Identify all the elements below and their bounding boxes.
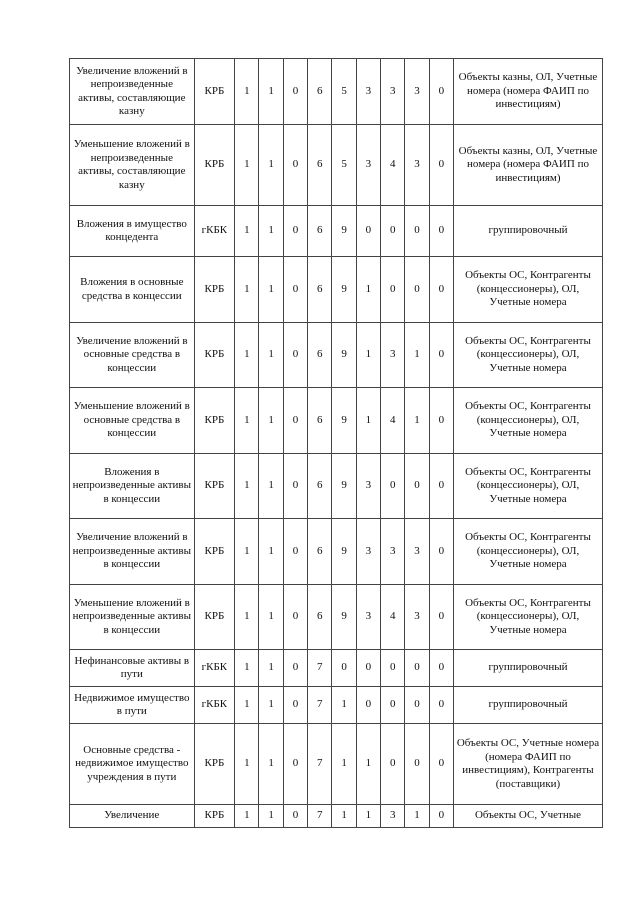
code-digit: 9 bbox=[332, 519, 356, 585]
code-digit: 0 bbox=[283, 125, 307, 206]
code-digit: 1 bbox=[235, 454, 259, 519]
code-digit: 3 bbox=[356, 59, 380, 125]
code-digit: 1 bbox=[259, 687, 283, 724]
account-type: гКБК bbox=[194, 650, 235, 687]
code-digit: 1 bbox=[235, 388, 259, 454]
code-digit: 9 bbox=[332, 206, 356, 257]
code-digit: 3 bbox=[405, 125, 429, 206]
code-digit: 0 bbox=[381, 650, 405, 687]
code-digit: 6 bbox=[308, 125, 332, 206]
account-name: Вложения в основные средства в концессии bbox=[70, 257, 195, 323]
code-digit: 6 bbox=[308, 323, 332, 388]
code-digit: 0 bbox=[283, 323, 307, 388]
code-digit: 0 bbox=[429, 388, 453, 454]
code-digit: 1 bbox=[356, 323, 380, 388]
account-name: Нефинансовые активы в пути bbox=[70, 650, 195, 687]
code-digit: 1 bbox=[235, 519, 259, 585]
analytics: Объекты ОС, Учетные номера (номера ФАИП по инвестициям), Контрагенты (поставщики) bbox=[453, 724, 602, 805]
code-digit: 0 bbox=[381, 454, 405, 519]
account-type: КРБ bbox=[194, 125, 235, 206]
account-type: КРБ bbox=[194, 585, 235, 650]
table-row bbox=[70, 388, 603, 454]
code-digit: 0 bbox=[405, 206, 429, 257]
code-digit: 1 bbox=[235, 59, 259, 125]
table-row bbox=[70, 805, 603, 828]
code-digit: 4 bbox=[381, 585, 405, 650]
code-digit: 1 bbox=[259, 805, 283, 828]
code-digit: 1 bbox=[235, 257, 259, 323]
code-digit: 1 bbox=[235, 724, 259, 805]
code-digit: 3 bbox=[356, 585, 380, 650]
code-digit: 3 bbox=[381, 805, 405, 828]
account-name: Увеличение вложений в непроизведенные активы в концессии bbox=[70, 519, 195, 585]
code-digit: 0 bbox=[429, 585, 453, 650]
analytics: Объекты казны, ОЛ, Учетные номера (номера ФАИП по инвестициям) bbox=[453, 59, 602, 125]
code-digit: 1 bbox=[332, 687, 356, 724]
code-digit: 0 bbox=[429, 805, 453, 828]
account-name: Увеличение вложений в непроизведенные активы, составляющие казну bbox=[70, 59, 195, 125]
code-digit: 0 bbox=[283, 454, 307, 519]
table-row bbox=[70, 125, 603, 206]
table-row bbox=[70, 687, 603, 724]
code-digit: 0 bbox=[283, 206, 307, 257]
code-digit: 5 bbox=[332, 125, 356, 206]
code-digit: 0 bbox=[283, 585, 307, 650]
code-digit: 1 bbox=[259, 454, 283, 519]
code-digit: 0 bbox=[429, 125, 453, 206]
account-type: КРБ bbox=[194, 805, 235, 828]
code-digit: 0 bbox=[381, 257, 405, 323]
code-digit: 3 bbox=[381, 59, 405, 125]
code-digit: 0 bbox=[429, 724, 453, 805]
code-digit: 1 bbox=[356, 257, 380, 323]
table-body bbox=[70, 59, 603, 828]
table-row bbox=[70, 59, 603, 125]
table-row bbox=[70, 519, 603, 585]
code-digit: 0 bbox=[283, 519, 307, 585]
code-digit: 6 bbox=[308, 206, 332, 257]
code-digit: 7 bbox=[308, 650, 332, 687]
accounts-table bbox=[69, 58, 603, 828]
code-digit: 0 bbox=[405, 650, 429, 687]
account-type: КРБ bbox=[194, 724, 235, 805]
code-digit: 1 bbox=[259, 125, 283, 206]
code-digit: 0 bbox=[429, 206, 453, 257]
code-digit: 1 bbox=[235, 206, 259, 257]
analytics: Объекты ОС, Контрагенты (концессионеры), ОЛ, Учетные номера bbox=[453, 257, 602, 323]
code-digit: 3 bbox=[381, 323, 405, 388]
code-digit: 1 bbox=[235, 687, 259, 724]
code-digit: 0 bbox=[429, 257, 453, 323]
code-digit: 1 bbox=[356, 805, 380, 828]
account-type: гКБК bbox=[194, 206, 235, 257]
code-digit: 9 bbox=[332, 454, 356, 519]
code-digit: 6 bbox=[308, 454, 332, 519]
analytics: группировочный bbox=[453, 650, 602, 687]
code-digit: 0 bbox=[405, 687, 429, 724]
code-digit: 1 bbox=[235, 125, 259, 206]
code-digit: 0 bbox=[332, 650, 356, 687]
account-type: КРБ bbox=[194, 323, 235, 388]
code-digit: 1 bbox=[235, 805, 259, 828]
code-digit: 4 bbox=[381, 388, 405, 454]
analytics: Объекты казны, ОЛ, Учетные номера (номера ФАИП по инвестициям) bbox=[453, 125, 602, 206]
code-digit: 0 bbox=[429, 687, 453, 724]
code-digit: 4 bbox=[381, 125, 405, 206]
table-row bbox=[70, 323, 603, 388]
account-name: Недвижимое имущество в пути bbox=[70, 687, 195, 724]
code-digit: 1 bbox=[405, 805, 429, 828]
code-digit: 0 bbox=[283, 257, 307, 323]
account-name: Вложения в непроизведенные активы в концессии bbox=[70, 454, 195, 519]
table-row bbox=[70, 585, 603, 650]
account-type: КРБ bbox=[194, 388, 235, 454]
code-digit: 1 bbox=[259, 585, 283, 650]
code-digit: 0 bbox=[429, 59, 453, 125]
table-row bbox=[70, 724, 603, 805]
code-digit: 7 bbox=[308, 687, 332, 724]
account-type: КРБ bbox=[194, 519, 235, 585]
code-digit: 3 bbox=[405, 519, 429, 585]
account-type: КРБ bbox=[194, 257, 235, 323]
code-digit: 9 bbox=[332, 323, 356, 388]
code-digit: 0 bbox=[381, 206, 405, 257]
code-digit: 1 bbox=[405, 323, 429, 388]
table-row bbox=[70, 257, 603, 323]
code-digit: 1 bbox=[235, 323, 259, 388]
code-digit: 1 bbox=[259, 724, 283, 805]
code-digit: 0 bbox=[405, 724, 429, 805]
code-digit: 5 bbox=[332, 59, 356, 125]
code-digit: 1 bbox=[332, 805, 356, 828]
table-row bbox=[70, 206, 603, 257]
account-name: Уменьшение вложений в непроизведенные активы в концессии bbox=[70, 585, 195, 650]
analytics: Объекты ОС, Контрагенты (концессионеры), ОЛ, Учетные номера bbox=[453, 388, 602, 454]
code-digit: 6 bbox=[308, 585, 332, 650]
code-digit: 9 bbox=[332, 585, 356, 650]
code-digit: 1 bbox=[259, 388, 283, 454]
account-type: КРБ bbox=[194, 59, 235, 125]
account-name: Увеличение bbox=[70, 805, 195, 828]
code-digit: 7 bbox=[308, 805, 332, 828]
account-type: гКБК bbox=[194, 687, 235, 724]
table-row bbox=[70, 454, 603, 519]
code-digit: 1 bbox=[405, 388, 429, 454]
code-digit: 1 bbox=[356, 388, 380, 454]
table-row bbox=[70, 650, 603, 687]
code-digit: 0 bbox=[429, 650, 453, 687]
code-digit: 6 bbox=[308, 59, 332, 125]
code-digit: 0 bbox=[356, 687, 380, 724]
code-digit: 6 bbox=[308, 388, 332, 454]
account-name: Вложения в имущество концедента bbox=[70, 206, 195, 257]
code-digit: 3 bbox=[356, 519, 380, 585]
code-digit: 0 bbox=[283, 650, 307, 687]
analytics: Объекты ОС, Контрагенты (концессионеры), ОЛ, Учетные номера bbox=[453, 454, 602, 519]
account-name: Уменьшение вложений в основные средства в концессии bbox=[70, 388, 195, 454]
code-digit: 1 bbox=[235, 585, 259, 650]
code-digit: 0 bbox=[405, 257, 429, 323]
code-digit: 1 bbox=[235, 650, 259, 687]
code-digit: 6 bbox=[308, 257, 332, 323]
code-digit: 1 bbox=[332, 724, 356, 805]
analytics: Объекты ОС, Контрагенты (концессионеры), ОЛ, Учетные номера bbox=[453, 585, 602, 650]
code-digit: 1 bbox=[259, 257, 283, 323]
code-digit: 6 bbox=[308, 519, 332, 585]
code-digit: 0 bbox=[429, 519, 453, 585]
code-digit: 0 bbox=[283, 388, 307, 454]
code-digit: 0 bbox=[381, 724, 405, 805]
code-digit: 0 bbox=[405, 454, 429, 519]
code-digit: 0 bbox=[356, 206, 380, 257]
code-digit: 3 bbox=[356, 454, 380, 519]
code-digit: 0 bbox=[283, 687, 307, 724]
analytics: Объекты ОС, Контрагенты (концессионеры), ОЛ, Учетные номера bbox=[453, 323, 602, 388]
code-digit: 9 bbox=[332, 257, 356, 323]
account-name: Уменьшение вложений в непроизведенные активы, составляющие казну bbox=[70, 125, 195, 206]
code-digit: 3 bbox=[405, 585, 429, 650]
code-digit: 1 bbox=[356, 724, 380, 805]
code-digit: 7 bbox=[308, 724, 332, 805]
code-digit: 1 bbox=[259, 206, 283, 257]
account-name: Основные средства - недвижимое имущество учреждения в пути bbox=[70, 724, 195, 805]
code-digit: 1 bbox=[259, 323, 283, 388]
code-digit: 0 bbox=[356, 650, 380, 687]
account-name: Увеличение вложений в основные средства в концессии bbox=[70, 323, 195, 388]
code-digit: 3 bbox=[356, 125, 380, 206]
code-digit: 3 bbox=[405, 59, 429, 125]
code-digit: 1 bbox=[259, 59, 283, 125]
code-digit: 0 bbox=[381, 687, 405, 724]
code-digit: 0 bbox=[283, 805, 307, 828]
code-digit: 9 bbox=[332, 388, 356, 454]
code-digit: 1 bbox=[259, 650, 283, 687]
analytics: группировочный bbox=[453, 687, 602, 724]
code-digit: 0 bbox=[429, 323, 453, 388]
code-digit: 3 bbox=[381, 519, 405, 585]
code-digit: 0 bbox=[283, 724, 307, 805]
code-digit: 1 bbox=[259, 519, 283, 585]
analytics: Объекты ОС, Учетные bbox=[453, 805, 602, 828]
account-type: КРБ bbox=[194, 454, 235, 519]
analytics: группировочный bbox=[453, 206, 602, 257]
analytics: Объекты ОС, Контрагенты (концессионеры), ОЛ, Учетные номера bbox=[453, 519, 602, 585]
code-digit: 0 bbox=[429, 454, 453, 519]
code-digit: 0 bbox=[283, 59, 307, 125]
